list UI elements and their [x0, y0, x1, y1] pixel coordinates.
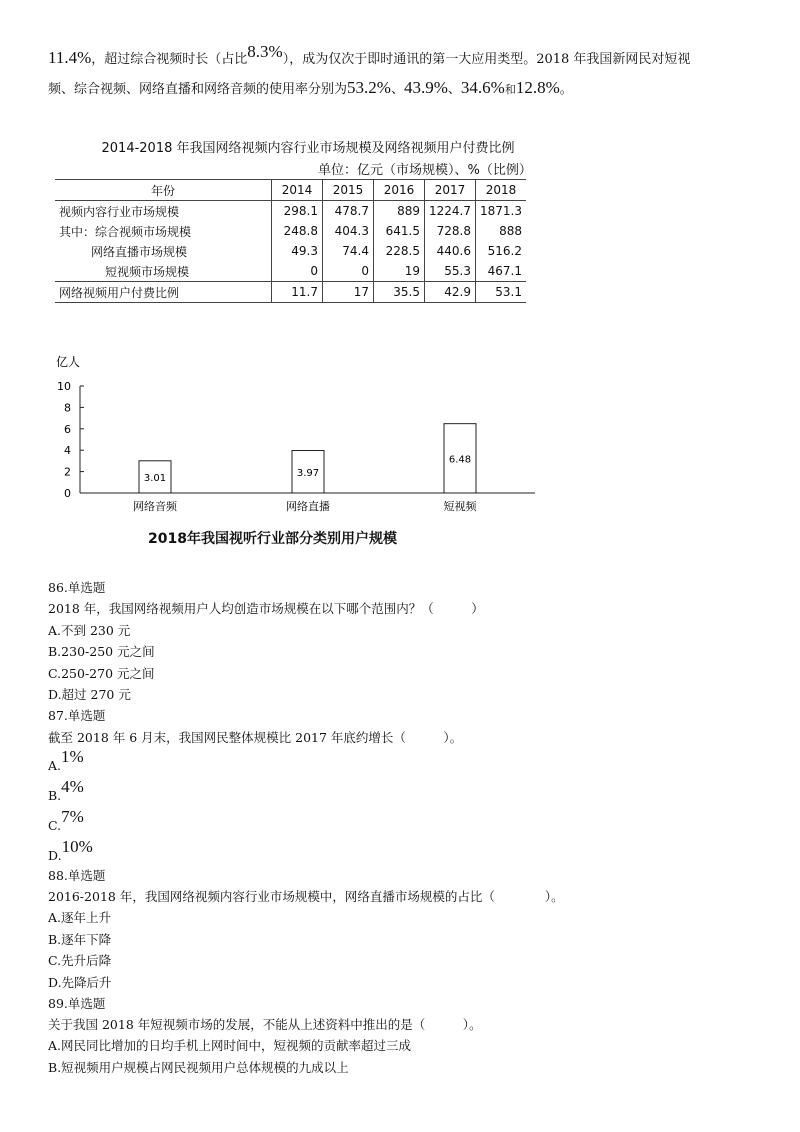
table-row [55, 201, 526, 222]
question-86-number: 86.单选题 [48, 580, 106, 595]
intro-text: ，超过综合视频时长（占比 [91, 52, 248, 67]
table-cell: 53.1 [476, 282, 527, 303]
table-row [55, 221, 526, 241]
table-cell: 1871.3 [476, 201, 527, 222]
table-row [55, 261, 526, 282]
question-86-option-a[interactable]: A.不到 230 元 [48, 623, 131, 638]
table-header-cell: 2016 [374, 180, 425, 201]
table-row-label: 其中：综合视频市场规模 [59, 224, 192, 239]
intro-text: 、 [447, 82, 461, 97]
question-88-text: 2016-2018 年，我国网络视频内容行业市场规模中，网络直播市场规模的占比（ ）。 [48, 889, 564, 904]
table-cell: 516.2 [476, 241, 527, 261]
table-cell: 19 [374, 261, 425, 282]
question-87-option-b[interactable] [48, 777, 84, 803]
intro-text: 、 [390, 82, 404, 97]
user-scale-bar-chart [40, 350, 560, 520]
intro-text: ），成为仅次于即时通讯的第一大应用类型。2018 年我国新网民对短视 [282, 52, 691, 67]
question-88-option-c[interactable]: C.先升后降 [48, 953, 112, 968]
y-tick-label: 0 [64, 487, 71, 500]
table-row-label: 短视频市场规模 [105, 264, 190, 279]
table-header-cell: 2014 [272, 180, 323, 201]
intro-text: 和 [504, 83, 516, 96]
y-tick-label: 4 [64, 444, 71, 458]
table-cell: 42.9 [425, 282, 476, 303]
bar-data-label: 3.97 [296, 467, 320, 479]
table-cell: 728.8 [425, 221, 476, 241]
table-cell: 0 [272, 261, 323, 282]
question-87-number: 87.单选题 [48, 708, 106, 723]
table-cell: 0 [323, 261, 374, 282]
intro-text: 频、综合视频、网络直播和网络音频的使用率分别为 [48, 82, 348, 97]
table-cell: 248.8 [272, 221, 323, 241]
bar-data-label: 3.01 [143, 472, 167, 484]
question-87-text: 截至 2018 年 6 月末，我国网民整体规模比 2017 年底约增长（ ）。 [48, 730, 463, 745]
question-88-option-b[interactable]: B.逐年下降 [48, 932, 112, 947]
table-cell: 228.5 [374, 241, 425, 261]
question-89-text: 关于我国 2018 年短视频市场的发展，不能从上述资料中推出的是（ ）。 [48, 1017, 482, 1032]
y-tick-label: 10 [57, 380, 71, 393]
pct-value: 8.3% [247, 42, 283, 61]
table-cell: 467.1 [476, 261, 527, 282]
x-category-label: 网络直播 [286, 500, 330, 513]
question-86-option-c[interactable]: C.250-270 元之间 [48, 666, 155, 681]
table-header-cell: 年份 [55, 180, 272, 201]
option-letter: C. [48, 818, 62, 833]
y-tick-label: 8 [64, 401, 71, 415]
pct-value: 11.4% [48, 48, 92, 67]
table-cell: 1224.7 [425, 201, 476, 222]
intro-text: 。 [559, 82, 573, 97]
pct-value: 53.2% [347, 78, 391, 97]
option-value: 4% [61, 777, 84, 796]
question-88-option-d[interactable]: D.先降后升 [48, 975, 112, 990]
x-category-label: 网络音频 [133, 500, 177, 513]
table-header-row [55, 180, 526, 201]
table-cell: 35.5 [374, 282, 425, 303]
table-header-cell: 2018 [476, 180, 527, 201]
table-row [55, 282, 526, 303]
table-cell: 440.6 [425, 241, 476, 261]
table-header-cell: 2017 [425, 180, 476, 201]
table-cell: 888 [476, 221, 527, 241]
bar-data-label: 6.48 [448, 454, 472, 466]
option-letter: D. [48, 848, 62, 863]
table-cell: 49.3 [272, 241, 323, 261]
option-value: 7% [61, 807, 84, 826]
y-tick-label: 2 [64, 465, 71, 479]
pct-value: 43.9% [403, 78, 448, 97]
table-row-label: 网络视频用户付费比例 [55, 282, 272, 303]
question-89-option-a[interactable]: A.网民同比增加的日均手机上网时间中，短视频的贡献率超过三成 [48, 1038, 412, 1053]
y-axis-label: 亿人 [56, 355, 81, 369]
table-cell: 11.7 [272, 282, 323, 303]
intro-line-2 [48, 73, 758, 103]
question-86-option-b[interactable]: B.230-250 元之间 [48, 644, 155, 659]
intro-paragraph [48, 43, 758, 103]
question-89-number: 89.单选题 [48, 996, 106, 1011]
table-cell: 74.4 [323, 241, 374, 261]
table-cell: 298.1 [272, 201, 323, 222]
question-87-option-d[interactable] [48, 837, 93, 863]
table-row [55, 241, 526, 261]
table-row-label: 网络直播市场规模 [91, 244, 188, 259]
pct-value: 34.6% [460, 78, 505, 97]
question-89-option-b[interactable]: B.短视频用户规模占网民视频用户总体规模的九成以上 [48, 1060, 349, 1075]
table-cell: 55.3 [425, 261, 476, 282]
table-cell: 17 [323, 282, 374, 303]
table-cell: 641.5 [374, 221, 425, 241]
table-row-label: 视频内容行业市场规模 [59, 204, 180, 219]
option-letter: B. [48, 788, 62, 803]
question-87-option-c[interactable] [48, 807, 84, 833]
market-size-table [55, 179, 526, 303]
x-category-label: 短视频 [443, 500, 477, 513]
y-tick-label: 6 [64, 422, 71, 436]
option-letter: A. [48, 758, 62, 773]
question-86-text: 2018 年，我国网络视频用户人均创造市场规模在以下哪个范围内？（ ） [48, 601, 484, 616]
table-cell: 404.3 [323, 221, 374, 241]
question-86-option-d[interactable]: D.超过 270 元 [48, 687, 131, 702]
chart-title: 2018年我国视听行业部分类别用户规模 [148, 531, 397, 547]
pct-value: 12.8% [515, 78, 560, 97]
question-88-number: 88.单选题 [48, 868, 106, 883]
option-value: 1% [61, 747, 84, 766]
table-unit: 单位：亿元（市场规模）、%（比例） [318, 163, 532, 178]
table-cell: 478.7 [323, 201, 374, 222]
table-header-cell: 2015 [323, 180, 374, 201]
intro-line-1 [48, 43, 758, 73]
option-value: 10% [61, 837, 93, 856]
question-88-option-a[interactable]: A.逐年上升 [48, 910, 112, 925]
table-title: 2014-2018 年我国网络视频内容行业市场规模及网络视频用户付费比例 [101, 141, 515, 156]
table-cell: 889 [374, 201, 425, 222]
question-87-option-a[interactable] [48, 747, 84, 773]
